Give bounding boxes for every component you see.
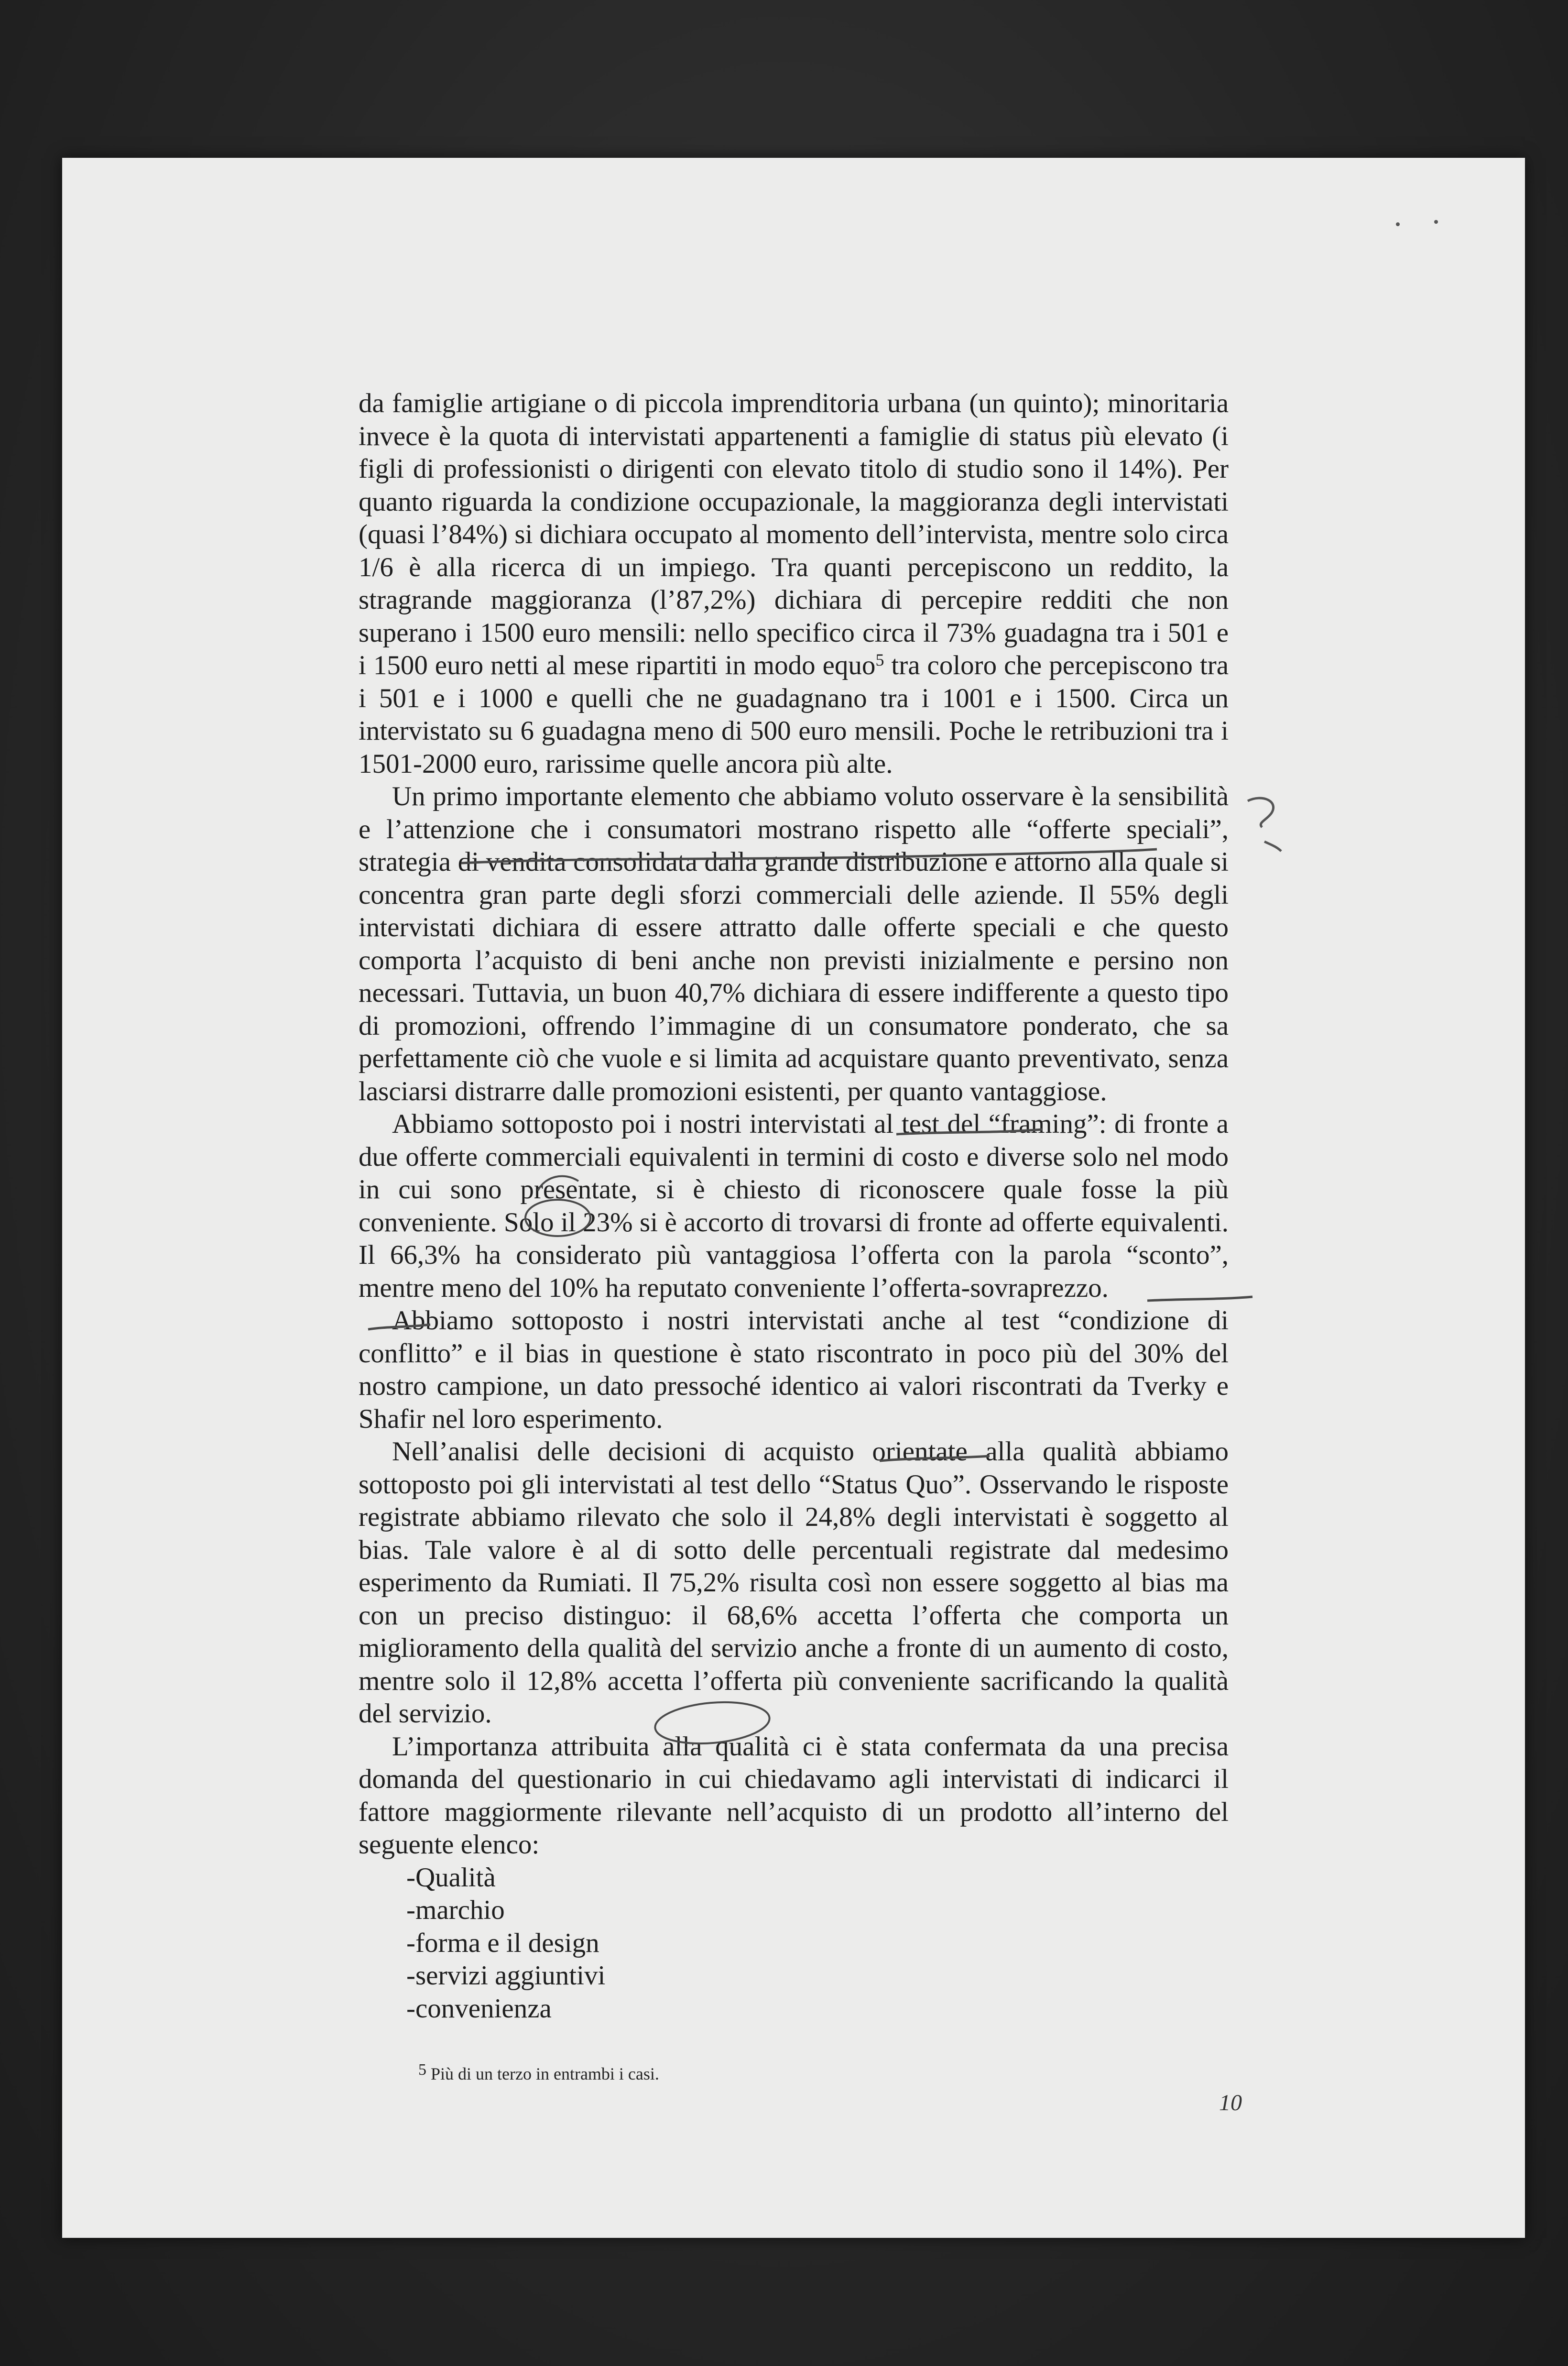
paragraph-5: Nell’analisi delle decisioni di acquisto orientate alla qualità abbiamo sottoposto poi gli intervistati al test dello “Status Quo”. Osservando le risposte registrate abbiamo rilevato che solo il 24,8% degli intervistati è soggetto al bias. Tale valore è al di sotto delle percentuali registrate dal medesimo esperimento da Rumiati. Il 75,2% risulta così non essere soggetto al bias ma con un preciso distinguo: il 68,6% accetta l’offerta che comporta un miglioramento della qualità del servizio anche a fronte di un aumento di costo, mentre solo il 12,8% accetta l’offerta più conveniente sacrificando la qualità del servizio. xyxy=(359,1436,1229,1729)
footnote-reference: 5 xyxy=(875,650,884,669)
footnote-text: Più di un terzo in entrambi i casi. xyxy=(431,2064,659,2083)
footnote-number: 5 xyxy=(418,2061,426,2079)
question-mark-stroke xyxy=(1248,798,1274,827)
paragraph-1 xyxy=(359,387,1229,780)
document-page xyxy=(62,158,1525,2238)
paragraph-1-text: da famiglie artigiane o di piccola imprenditoria urbana (un quinto); minoritaria invece è la quota di intervistati appartenenti a famiglie di status più elevato (i figli di professionisti o dirigenti con elevato titolo di studio sono il 14%). Per quanto riguarda la condizione occupazionale, la maggioranza degli intervistati (quasi l’84%) si dichiara occupato al momento dell’intervista, mentre solo circa 1/6 è alla ricerca di un impiego. Tra quanti percepiscono un reddito, la stragrande maggioranza (l’87,2%) dichiara di percepire redditi che non superano i 1500 euro mensili: nello specifico circa il 73% guadagna tra i 501 e i 1500 euro netti al mese ripartiti in modo equo xyxy=(359,388,1229,680)
list-item: -Qualità xyxy=(406,1862,496,1893)
paper-speck xyxy=(1396,222,1400,226)
question-mark-dot xyxy=(1264,842,1281,851)
paper-speck xyxy=(1434,220,1438,224)
paragraph-4: Abbiamo sottoposto i nostri intervistati anche al test “condizione di conflitto” e il bias in questione è stato riscontrato in poco più del 30% del nostro campione, un dato pressoché identico ai valori riscontrati da Tverky e Shafir nel loro esperimento. xyxy=(359,1305,1229,1434)
paragraph-3: Abbiamo sottoposto poi i nostri intervistati al test del “framing”: di fronte a due offerte commerciali equivalenti in termini di costo e diverse solo nel modo in cui sono presentate, si è chiesto di riconoscere quale fosse la più conveniente. Solo il 23% si è accorto di trovarsi di fronte ad offerte equivalenti. Il 66,3% ha considerato più vantaggiosa l’offerta con la parola “sconto”, mentre meno del 10% ha reputato conveniente l’offerta-sovraprezzo. xyxy=(359,1109,1229,1303)
page-number: 10 xyxy=(1219,2090,1242,2115)
list-item: -marchio xyxy=(406,1895,505,1925)
footnote xyxy=(418,2061,659,2084)
list-item: -convenienza xyxy=(406,1993,552,2024)
list-item: -servizi aggiuntivi xyxy=(406,1961,606,1991)
factor-list xyxy=(359,1862,1229,2026)
paragraph-1-continuation: tra coloro che percepiscono tra i 501 e i 1000 e quelli che ne guadagnano tra i 1001 e i 1500. Circa un intervistato su 6 guadagna meno di 500 euro mensili. Poche le retribuzioni tra i 1501-2000 euro, rarissime quelle ancora più alte. xyxy=(359,650,1229,779)
body-text xyxy=(359,387,1229,2025)
list-item: -forma e il design xyxy=(406,1928,599,1958)
paragraph-6: L’importanza attribuita alla qualità ci è stata confermata da una precisa domanda del questionario in cui chiedavamo agli intervistati di indicarci il fattore maggiormente rilevante nell’acquisto di un prodotto all’interno del seguente elenco: xyxy=(359,1731,1229,1860)
paragraph-2: Un primo importante elemento che abbiamo voluto osservare è la sensibilità e l’attenzione che i consumatori mostrano rispetto alle “offerte speciali”, strategia di vendita consolidata dalla grande distribuzione e attorno alla quale si concentra gran parte degli sforzi commerciali delle aziende. Il 55% degli intervistati dichiara di essere attratto dalle offerte speciali e che questo comporta l’acquisto di beni anche non previsti inizialmente e persino non necessari. Tuttavia, un buon 40,7% dichiara di essere indifferente a questo tipo di promozioni, offrendo l’immagine di un consumatore ponderato, che sa perfettamente ciò che vuole e si limita ad acquistare quanto preventivato, senza lasciarsi distrarre dalle promozioni esistenti, per quanto vantaggiose. xyxy=(359,781,1229,1106)
